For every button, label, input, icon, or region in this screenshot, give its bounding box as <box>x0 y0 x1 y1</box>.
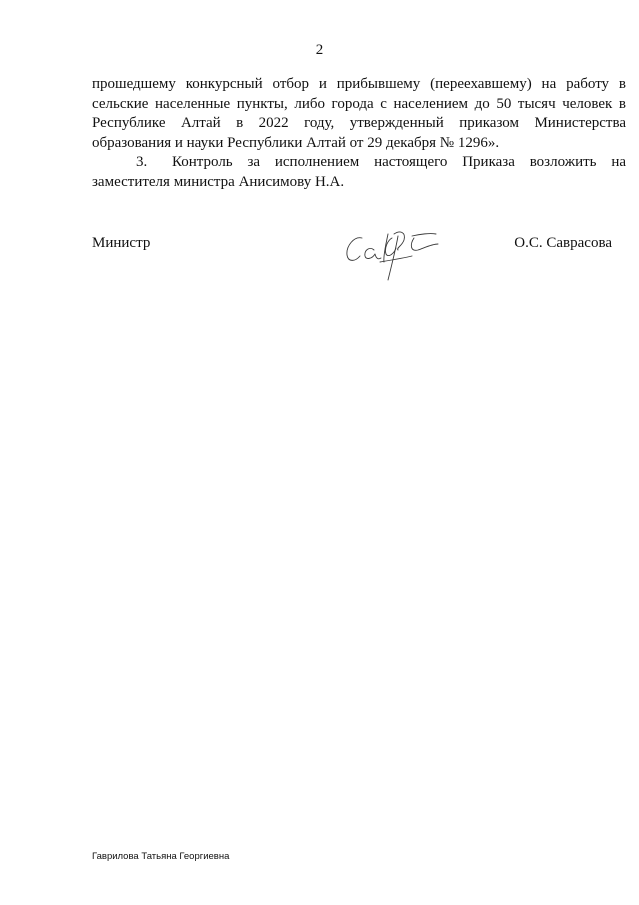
body-text <box>92 75 626 192</box>
paragraph-item-3 <box>92 153 626 192</box>
handwritten-signature <box>340 214 440 286</box>
item-number: 3. <box>136 154 148 170</box>
signature-block <box>92 228 612 288</box>
page-number: 2 <box>315 42 324 58</box>
executor-name: Гаврилова Татьяна Георгиевна <box>92 851 230 862</box>
signer-name: О.С. Саврасова <box>514 235 612 251</box>
signer-position: Министр <box>92 235 151 251</box>
paragraph-continuation: прошедшему конкурсный отбор и прибывшему (переехавшему) на работу в сельские населенные пункты, либо города с населением до 50 тысяч человек в Республике Алтай в 2022 году, утвержденный приказом Министерства образования и науки Республики Алтай от 29 декабря № 1296». <box>92 76 626 151</box>
item-text: Контроль за исполнением настоящего Приказа возложить на заместителя министра Анисимову Н.А. <box>92 154 626 190</box>
